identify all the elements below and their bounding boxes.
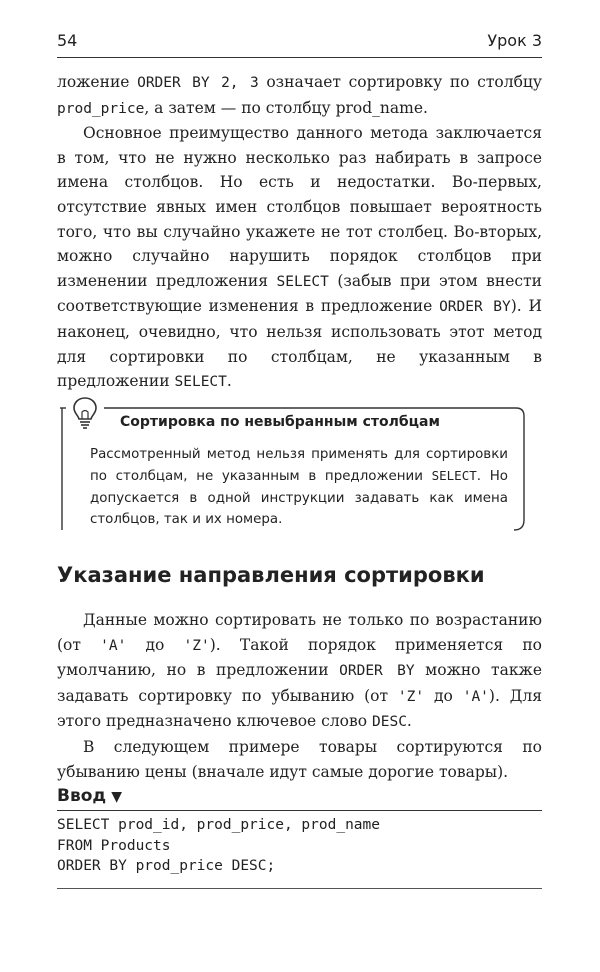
page-number: 54 xyxy=(57,31,78,50)
code-line: FROM Products xyxy=(57,837,171,854)
body-text-bottom xyxy=(57,608,542,784)
paragraph-order-by-continuation: ложение ORDER BY 2, 3 означает сортировку по столбцу prod_price, а затем — по столбцу prod_name. xyxy=(57,73,543,117)
input-label: Ввод xyxy=(57,786,107,806)
tip-title: Сортировка по невыбранным столбцам xyxy=(120,414,440,430)
code-divider xyxy=(57,888,542,889)
code-listing xyxy=(57,817,542,879)
body-text-top xyxy=(57,70,542,395)
paragraph-advantages: Основное преимущество данного метода заключается в том, что не нужно несколько раз набирать в запросе имена столбцов. Но есть и недостатки. Во-первых, отсутствие явных имен столбцов повышает вероятность того, что вы случайно укажете не тот столбец. Во-вторых, можно случайно нарушить порядок столбцов при изменении предложения SELECT (забыв при этом внести соответствующие изменения в предложение ORDER BY). И наконец, очевидно, что нельзя использовать этот метод для сортировки по столбцам, не указанным в предложении SELECT. xyxy=(57,124,543,391)
paragraph-example-intro: В следующем примере товары сортируются по убыванию цены (вначале идут самые дорогие товары). xyxy=(57,737,542,781)
down-arrow-icon: ▼ xyxy=(111,789,122,805)
code-line: SELECT prod_id, prod_price, prod_name xyxy=(57,817,381,833)
page-header xyxy=(57,25,542,58)
tip-box xyxy=(60,396,526,536)
input-block-header xyxy=(57,786,542,811)
running-head: Урок 3 xyxy=(487,31,542,50)
section-heading: Указание направления сортировки xyxy=(57,563,485,587)
paragraph-sort-direction: Данные можно сортировать не только по возрастанию (от 'A' до 'Z'). Такой порядок применяется по умолчанию, но в предложении ORDER BY можно также задавать сортировку по убыванию (от 'Z' до 'A'). Для этого предназначено ключевое слово DESC. xyxy=(57,611,542,731)
tip-text: Рассмотренный метод нельзя применять для сортировки по столбцам, не указанным в предложении SELECT. Но допускается в одной инструкции задавать как имена столбцов, так и их номера. xyxy=(90,447,508,528)
lightbulb-icon xyxy=(70,396,100,430)
code-line: ORDER BY prod_price DESC; xyxy=(57,858,276,874)
